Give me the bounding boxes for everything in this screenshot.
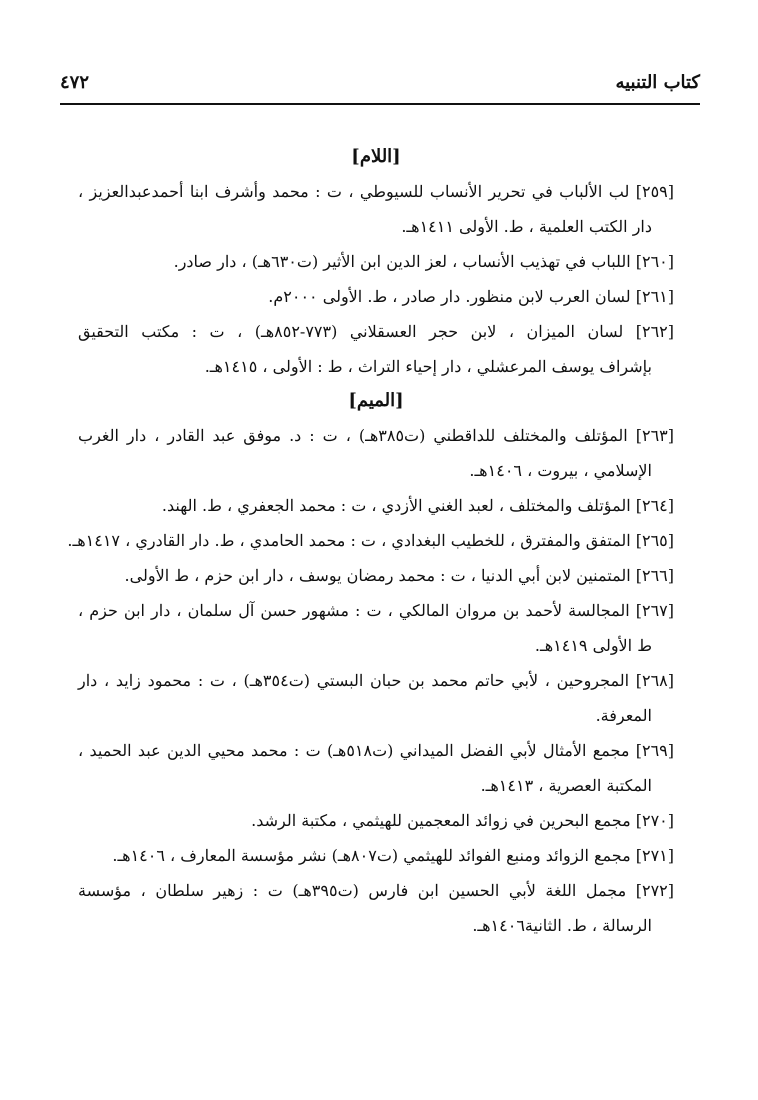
entry-line: [٢٦٦] المتمنين لابن أبي الدنيا ، ت : محمد رمضان يوسف ، دار ابن حزم ، ط الأولى.: [124, 566, 674, 585]
entry-line: [٢٦٠] اللباب في تهذيب الأنساب ، لعز الدين ابن الأثير (ت٦٣٠هـ) ، دار صادر.: [173, 252, 674, 271]
section-heading: [اللام]: [351, 146, 401, 167]
entry-line: [٢٥٩] لب الألباب في تحرير الأنساب للسيوطي ، ت : محمد وأشرف ابنا أحمدعبدالعزيز ،: [78, 182, 674, 201]
bibliography-entry: [78, 733, 674, 803]
entry-line: [٢٦٧] المجالسة لأحمد بن مروان المالكي ، ت : مشهور حسن آل سلمان ، دار ابن حزم ،: [78, 601, 674, 620]
bibliography-entry: [78, 838, 674, 873]
bibliography-entry: [78, 279, 674, 314]
section-heading: [الميم]: [348, 390, 404, 411]
bibliography-entry: [78, 174, 674, 244]
entry-line: [٢٦٨] المجروحين ، لأبي حاتم محمد بن حبان البستي (ت٣٥٤هـ) ، ت : محمود زايد ، دار: [78, 671, 674, 690]
bibliography-entry: [78, 488, 674, 523]
entry-continuation-line: المعرفة.: [595, 706, 652, 725]
page-number: ٤٧٢: [60, 72, 90, 93]
entry-continuation-line: الإسلامي ، بيروت ، ١٤٠٦هـ.: [469, 461, 652, 480]
bibliography-entry: [78, 663, 674, 733]
bibliography-entry: [78, 558, 674, 593]
running-title: كتاب التنبيه: [615, 72, 700, 93]
entry-continuation-line: المكتبة العصرية ، ١٤١٣هـ.: [480, 776, 652, 795]
bibliography-entry: [78, 593, 674, 663]
bibliography-list: [67, 140, 675, 943]
entry-line: [٢٦٥] المتفق والمفترق ، للخطيب البغدادي ، ت : محمد الحامدي ، ط. دار القادري ، ١٤١٧هـ.: [67, 531, 674, 550]
entry-line: [٢٧١] مجمع الزوائد ومنبع الفوائد للهيثمي (ت٨٠٧هـ) نشر مؤسسة المعارف ، ١٤٠٦هـ.: [112, 846, 674, 865]
entry-line: [٢٦٣] المؤتلف والمختلف للداقطني (ت٣٨٥هـ) ، ت : د. موفق عبد القادر ، دار الغرب: [78, 426, 674, 445]
entry-continuation-line: بإشراف يوسف المرعشلي ، دار إحياء التراث ، ط : الأولى ، ١٤١٥هـ.: [204, 357, 652, 376]
entry-continuation-line: ط الأولى ١٤١٩هـ.: [534, 636, 652, 655]
entry-line: [٢٦٩] مجمع الأمثال لأبي الفضل الميداني (ت٥١٨هـ) ت : محمد محيي الدين عبد الحميد ،: [78, 741, 675, 760]
entry-line: [٢٦١] لسان العرب لابن منظور. دار صادر ، ط. الأولى ٢٠٠٠م.: [268, 287, 674, 306]
bibliography-entry: [78, 418, 674, 488]
entry-line: [٢٧٢] مجمل اللغة لأبي الحسين ابن فارس (ت٣٩٥هـ) ت : زهير سلطان ، مؤسسة: [78, 881, 675, 900]
entry-line: [٢٧٠] مجمع البحرين في زوائد المعجمين للهيثمي ، مكتبة الرشد.: [251, 811, 674, 830]
bibliography-entry: [78, 314, 674, 384]
entry-line: [٢٦٤] المؤتلف والمختلف ، لعبد الغني الأزدي ، ت : محمد الجعفري ، ط. الهند.: [161, 496, 674, 515]
page-header: [60, 70, 700, 100]
bibliography-entry: [78, 244, 674, 279]
bibliography-entry: [78, 873, 674, 943]
header-rule: [60, 103, 700, 105]
bibliography-entry: [67, 523, 674, 558]
entry-line: [٢٦٢] لسان الميزان ، لابن حجر العسقلاني (٧٧٣-٨٥٢هـ) ، ت : مكتب التحقيق: [78, 322, 674, 341]
entry-continuation-line: الرسالة ، ط. الثانية١٤٠٦هـ.: [472, 916, 652, 935]
bibliography-entry: [78, 803, 674, 838]
entry-continuation-line: دار الكتب العلمية ، ط. الأولى ١٤١١هـ.: [401, 217, 652, 236]
